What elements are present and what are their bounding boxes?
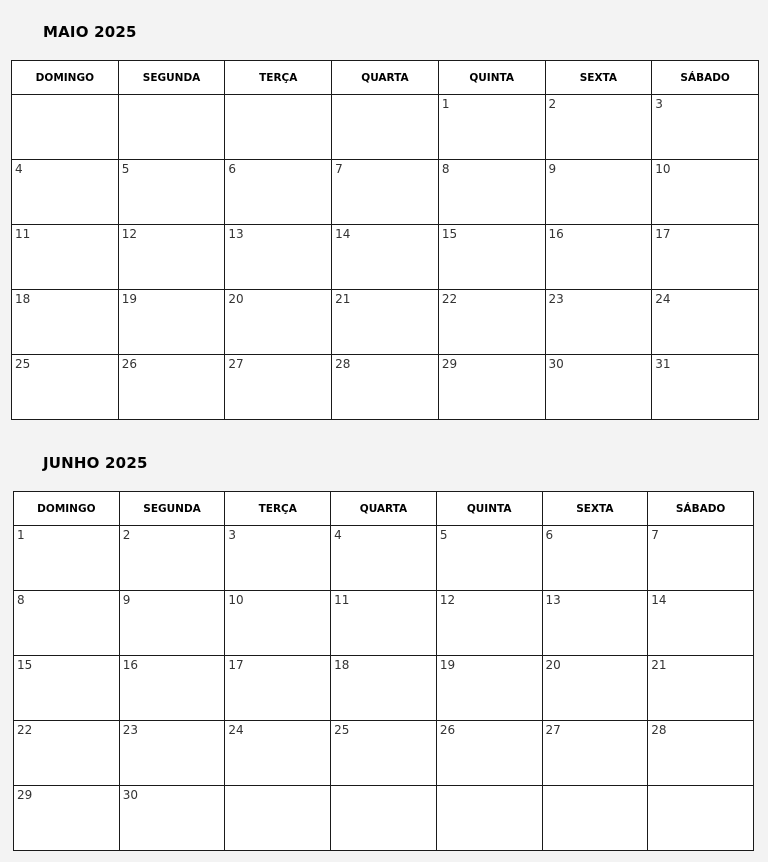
- day-cell[interactable]: [118, 160, 225, 225]
- day-number: 14: [651, 593, 667, 607]
- day-number: 13: [228, 227, 244, 241]
- day-cell[interactable]: [225, 95, 332, 160]
- week-row: [14, 591, 754, 656]
- day-cell[interactable]: [652, 355, 759, 420]
- day-number: 8: [441, 162, 450, 176]
- day-number: 23: [122, 723, 138, 737]
- day-cell[interactable]: [14, 786, 120, 851]
- day-cell[interactable]: [118, 225, 225, 290]
- day-number: 14: [335, 227, 351, 241]
- day-number: 31: [655, 357, 671, 371]
- weekday-header: QUINTA: [438, 61, 545, 95]
- day-cell[interactable]: [545, 290, 652, 355]
- day-number: [331, 786, 436, 788]
- day-number: 27: [228, 357, 244, 371]
- day-number: 17: [655, 227, 671, 241]
- day-cell[interactable]: [545, 225, 652, 290]
- day-number: 10: [655, 162, 671, 176]
- day-cell[interactable]: [652, 160, 759, 225]
- weekday-header: SEXTA: [542, 492, 648, 526]
- weekday-header: SÁBADO: [648, 492, 754, 526]
- day-number: 20: [545, 658, 561, 672]
- day-number: 6: [545, 528, 554, 542]
- day-number: 25: [15, 357, 31, 371]
- day-number: 29: [441, 357, 458, 371]
- calendar-june: [13, 491, 754, 851]
- day-cell[interactable]: [119, 786, 225, 851]
- day-cell[interactable]: [119, 656, 225, 721]
- day-cell[interactable]: [225, 721, 331, 786]
- week-row: [12, 95, 759, 160]
- day-cell[interactable]: [542, 591, 648, 656]
- weekday-header: TERÇA: [225, 61, 332, 95]
- day-number: 30: [548, 357, 564, 371]
- day-cell[interactable]: [438, 355, 545, 420]
- day-number: 19: [439, 658, 456, 672]
- day-number: 12: [439, 593, 456, 607]
- week-row: [14, 786, 754, 851]
- week-row: [14, 721, 754, 786]
- day-cell[interactable]: [225, 290, 332, 355]
- day-number: 26: [439, 723, 456, 737]
- day-number: 27: [545, 723, 561, 737]
- day-cell[interactable]: [331, 591, 437, 656]
- day-number: 29: [17, 788, 33, 802]
- day-number: 30: [122, 788, 138, 802]
- day-cell[interactable]: [225, 225, 332, 290]
- weekday-header: QUINTA: [436, 492, 542, 526]
- day-cell[interactable]: [225, 160, 332, 225]
- day-cell[interactable]: [119, 721, 225, 786]
- day-cell[interactable]: [652, 225, 759, 290]
- day-cell[interactable]: [119, 526, 225, 591]
- weekday-header-row: [12, 61, 759, 95]
- day-number: 22: [441, 292, 458, 306]
- calendar-may: [11, 60, 759, 420]
- day-cell[interactable]: [542, 526, 648, 591]
- day-number: 10: [228, 593, 244, 607]
- day-cell[interactable]: [542, 656, 648, 721]
- weekday-header: QUARTA: [332, 61, 439, 95]
- day-number: 2: [122, 528, 131, 542]
- day-cell[interactable]: [332, 290, 439, 355]
- day-number: 1: [441, 97, 450, 111]
- day-cell[interactable]: [438, 225, 545, 290]
- day-number: 24: [228, 723, 244, 737]
- weekday-header: QUARTA: [331, 492, 437, 526]
- day-number: 16: [122, 658, 138, 672]
- day-number: 26: [121, 357, 137, 371]
- week-row: [12, 160, 759, 225]
- day-number: 18: [334, 658, 350, 672]
- day-cell[interactable]: [436, 721, 542, 786]
- day-number: 24: [655, 292, 671, 306]
- week-row: [12, 355, 759, 420]
- month-title-june: JUNHO 2025: [43, 454, 148, 472]
- day-number: 28: [651, 723, 667, 737]
- weekday-header: SEGUNDA: [119, 492, 225, 526]
- day-number: 8: [17, 593, 25, 607]
- day-number: 11: [15, 227, 31, 241]
- day-cell[interactable]: [438, 290, 545, 355]
- day-number: 23: [548, 292, 564, 306]
- day-number: 16: [548, 227, 564, 241]
- day-cell[interactable]: [225, 526, 331, 591]
- day-number: 4: [334, 528, 342, 542]
- day-cell[interactable]: [12, 290, 119, 355]
- weekday-header: DOMINGO: [12, 61, 119, 95]
- day-number: 5: [121, 162, 130, 176]
- month-title-may: MAIO 2025: [43, 23, 137, 41]
- day-cell[interactable]: [332, 95, 439, 160]
- day-cell[interactable]: [331, 526, 437, 591]
- weekday-header-row: [14, 492, 754, 526]
- day-cell[interactable]: [12, 355, 119, 420]
- day-number: 15: [441, 227, 458, 241]
- day-cell[interactable]: [14, 591, 120, 656]
- day-number: [119, 95, 225, 97]
- day-cell[interactable]: [12, 160, 119, 225]
- day-cell[interactable]: [118, 290, 225, 355]
- day-cell[interactable]: [118, 355, 225, 420]
- day-cell[interactable]: [652, 95, 759, 160]
- day-cell[interactable]: [648, 656, 754, 721]
- day-cell[interactable]: [331, 656, 437, 721]
- day-number: [332, 95, 438, 97]
- week-row: [14, 526, 754, 591]
- day-number: [225, 786, 330, 788]
- day-cell[interactable]: [225, 591, 331, 656]
- day-cell[interactable]: [438, 95, 545, 160]
- day-number: 7: [651, 528, 659, 542]
- week-row: [12, 290, 759, 355]
- day-cell[interactable]: [331, 786, 437, 851]
- day-cell[interactable]: [436, 786, 542, 851]
- day-number: 20: [228, 292, 244, 306]
- day-cell[interactable]: [648, 591, 754, 656]
- day-cell[interactable]: [225, 786, 331, 851]
- day-number: 19: [121, 292, 137, 306]
- day-cell[interactable]: [14, 721, 120, 786]
- weekday-header: SÁBADO: [652, 61, 759, 95]
- day-cell[interactable]: [119, 591, 225, 656]
- day-cell[interactable]: [648, 721, 754, 786]
- day-number: 12: [121, 227, 137, 241]
- day-number: [437, 786, 542, 788]
- day-number: 1: [17, 528, 25, 542]
- day-cell[interactable]: [332, 160, 439, 225]
- day-cell[interactable]: [648, 526, 754, 591]
- day-cell[interactable]: [14, 656, 120, 721]
- weekday-header: SEXTA: [545, 61, 652, 95]
- day-number: [12, 95, 118, 97]
- day-cell[interactable]: [118, 95, 225, 160]
- day-number: [543, 786, 648, 788]
- weekday-header: SEGUNDA: [118, 61, 225, 95]
- day-number: 13: [545, 593, 561, 607]
- day-cell[interactable]: [12, 95, 119, 160]
- week-row: [12, 225, 759, 290]
- day-number: 11: [334, 593, 350, 607]
- day-number: 5: [439, 528, 448, 542]
- day-cell[interactable]: [438, 160, 545, 225]
- day-cell[interactable]: [652, 290, 759, 355]
- day-cell[interactable]: [545, 95, 652, 160]
- day-number: 21: [651, 658, 667, 672]
- day-cell[interactable]: [542, 786, 648, 851]
- day-number: 21: [335, 292, 351, 306]
- day-cell[interactable]: [14, 526, 120, 591]
- weekday-header: TERÇA: [225, 492, 331, 526]
- day-cell[interactable]: [225, 355, 332, 420]
- day-cell[interactable]: [12, 225, 119, 290]
- day-number: 18: [15, 292, 31, 306]
- day-number: 15: [17, 658, 33, 672]
- day-number: 25: [334, 723, 350, 737]
- day-number: 9: [122, 593, 131, 607]
- day-cell[interactable]: [331, 721, 437, 786]
- day-number: [225, 95, 331, 97]
- day-cell[interactable]: [436, 656, 542, 721]
- day-number: 4: [15, 162, 23, 176]
- day-cell[interactable]: [332, 225, 439, 290]
- day-number: 22: [17, 723, 33, 737]
- day-number: [648, 786, 753, 788]
- day-cell[interactable]: [436, 591, 542, 656]
- day-number: 2: [548, 97, 557, 111]
- day-number: 3: [655, 97, 663, 111]
- day-number: 28: [335, 357, 351, 371]
- day-cell[interactable]: [545, 355, 652, 420]
- day-number: 3: [228, 528, 237, 542]
- week-row: [14, 656, 754, 721]
- day-cell[interactable]: [545, 160, 652, 225]
- day-cell[interactable]: [542, 721, 648, 786]
- day-number: 7: [335, 162, 343, 176]
- day-cell[interactable]: [436, 526, 542, 591]
- day-cell[interactable]: [225, 656, 331, 721]
- day-cell[interactable]: [332, 355, 439, 420]
- day-number: 6: [228, 162, 237, 176]
- day-cell[interactable]: [648, 786, 754, 851]
- weekday-header: DOMINGO: [14, 492, 120, 526]
- day-number: 17: [228, 658, 244, 672]
- day-number: 9: [548, 162, 557, 176]
